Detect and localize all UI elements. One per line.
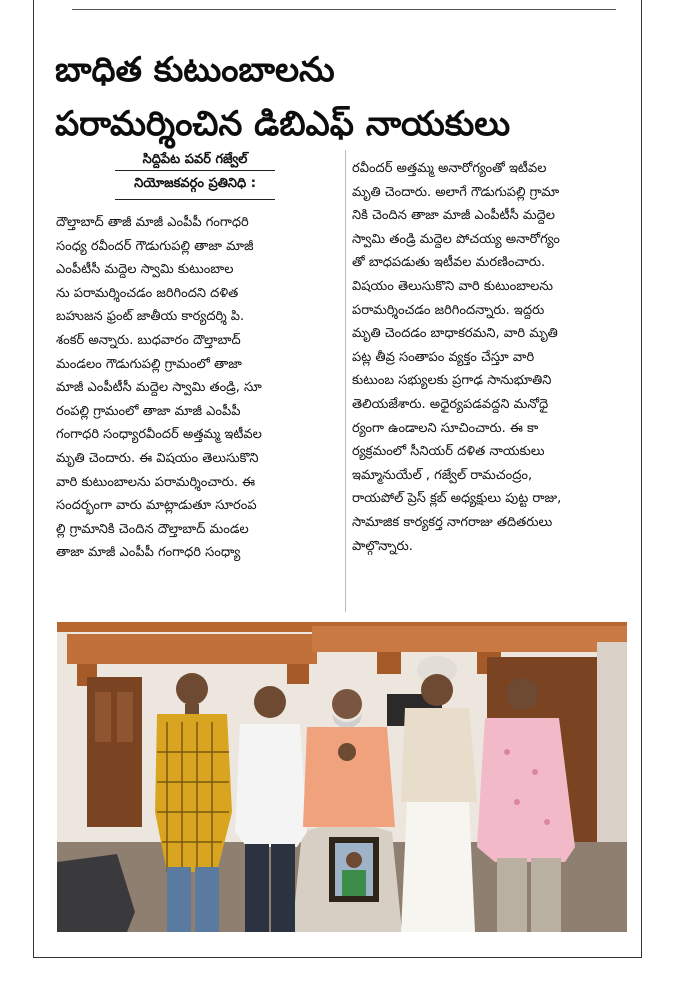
headline-line-2: పరామర్శించిన డిబిఎఫ్ నాయకులు <box>55 104 511 144</box>
article-line: పాల్గొన్నారు. <box>352 538 413 554</box>
article-line: మండలం గౌడుగుపల్లి గ్రామంలో తాజా <box>56 356 242 372</box>
article-line: మృతి చెందారు. ఈ విషయం తెలుసుకొని <box>56 450 259 466</box>
article-line: తాజా మాజీ ఎంపీపీ గంగాధరి సంధ్యా <box>56 545 241 561</box>
article-line: తెలియజేశారు. అధైర్యపడవద్దని మనోధై <box>352 396 549 412</box>
byline-correspondent: నియోజకవర్గం ప్రతినిధి : <box>134 176 256 191</box>
article-column-right <box>352 157 630 558</box>
article-line: మాజీ ఎంపీటీసీ మద్దెల స్వామి తండ్రి, సూ <box>56 380 262 396</box>
article-line: ర్యక్రమంలో సీనియర్ దళిత నాయకులు <box>352 444 545 460</box>
news-photo <box>57 622 627 932</box>
article-line: మృతి చెందడం బాధాకరమని, వారి మృతి <box>352 326 558 342</box>
article-line: కుటుంబ సభ్యులకు ప్రగాఢ సానుభూతిని <box>352 373 552 389</box>
article-line: మృతి చెందారు. అలాగే గౌడుగుపల్లి గ్రామా <box>352 184 560 200</box>
article-line: సంధ్య రవీందర్ గౌడుగుపల్లి తాజా మాజీ <box>56 238 254 254</box>
article-line: రవీందర్ అత్తమ్మ అనారోగ్యంతో ఇటీవల <box>352 161 547 176</box>
article-line: దౌల్తాబాద్ తాజీ మాజీ ఎంపీపీ గంగాధరి <box>56 215 249 230</box>
article-line: గంగాధరి సంధ్యారవీందర్ అత్తమ్మ ఇటీవల <box>56 427 262 443</box>
article-line: బహుజన ఫ్రంట్ జాతీయ కార్యదర్శి పి. <box>56 309 245 325</box>
article-line: విషయం తెలుసుకొని వారి కుటుంబాలను <box>352 278 554 294</box>
article-column-left <box>56 211 340 565</box>
byline-place: సిద్దిపేట పవర్ గజ్వేల్ <box>142 152 248 167</box>
article-line: ర్యంగా ఉండాలని సూచించారు. ఈ కా <box>352 420 539 436</box>
article-line: ఎంపీటీసీ మద్దెల స్వామి కుటుంబాల <box>56 262 234 278</box>
article-line: శంకర్ అన్నారు. బుధవారం దౌల్తాబాద్ <box>56 332 241 348</box>
article-line: స్వామి తండ్రి మద్దెల పోచయ్య అనారోగ్యం <box>352 231 560 247</box>
column-divider <box>345 150 346 612</box>
top-rule <box>72 9 616 10</box>
byline-underline <box>115 170 275 171</box>
article-line: ను పరామర్శించడం జరిగిందని దళిత <box>56 285 239 301</box>
article-line: పరామర్శించడం జరిగిందన్నారు. ఇద్దరు <box>352 302 545 318</box>
article-line: వారి కుటుంబాలను పరామర్శించారు. ఈ <box>56 474 256 490</box>
article-line: ల్లి గ్రామానికి చెందిన దౌల్తాబాద్ మండల <box>56 521 249 537</box>
article-line: ఇమ్మానుయేల్ , గజ్వేల్ రామచంద్రం, <box>352 467 533 483</box>
article-line: రంపల్లి గ్రామంలో తాజా మాజీ ఎంపీపీ <box>56 403 241 419</box>
article-line: సామాజిక కార్యకర్త నాగరాజు తదితరులు <box>352 514 553 530</box>
article-line: నికి చెందిన తాజా మాజీ ఎంపీటీసీ మద్దెల <box>352 208 555 224</box>
article-line: సందర్భంగా వారు మాట్లాడుతూ సూరంప <box>56 498 257 514</box>
article-line: పట్ల తీవ్ర సంతాపం వ్యక్తం చేస్తూ వారి <box>352 349 535 365</box>
article-line: తో బాధపడుతు ఇటీవల మరణించారు. <box>352 255 546 271</box>
headline-line-1: బాధిత కుటుంబాలను <box>55 50 335 90</box>
byline-underline <box>115 199 275 200</box>
article-line: రాయపోల్ ప్రెస్ క్లబ్ అధ్యక్షులు పుట్ట రాజు, <box>352 491 562 507</box>
photo-illustration <box>57 622 627 932</box>
